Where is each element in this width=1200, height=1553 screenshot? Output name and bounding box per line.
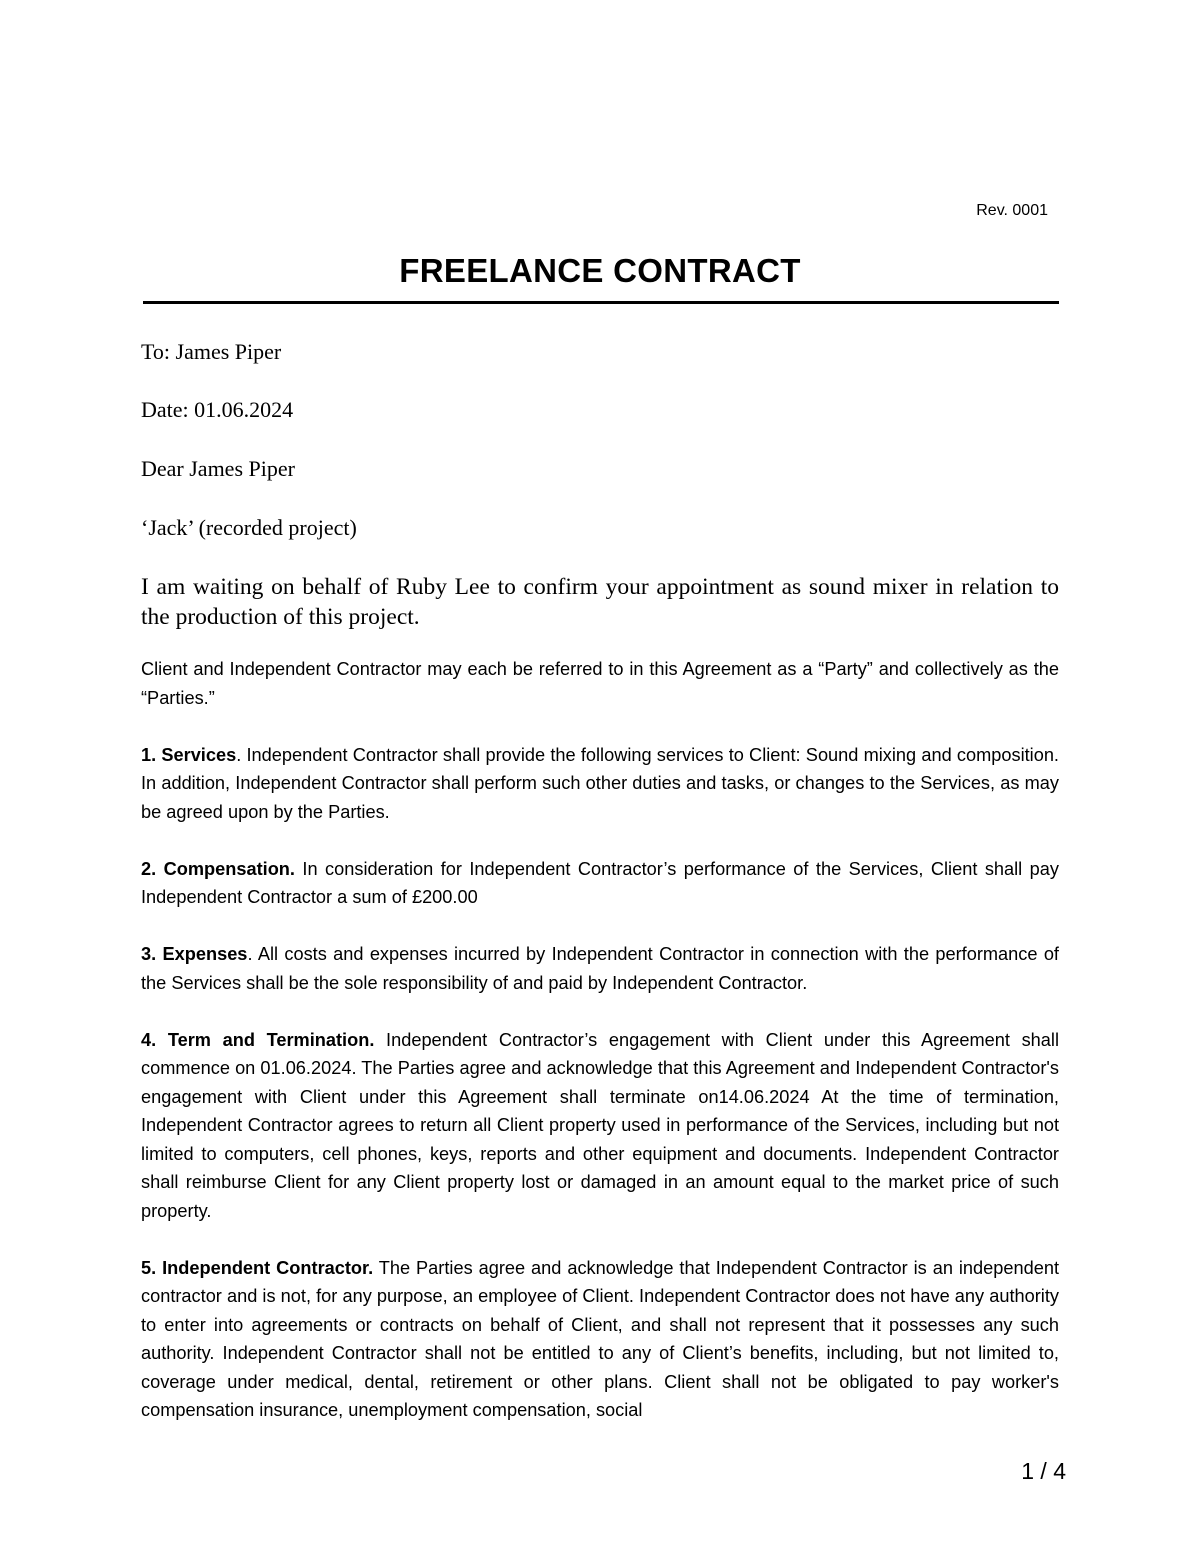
salutation-line: Dear James Piper xyxy=(141,456,295,481)
page-indicator: 1 / 4 xyxy=(1021,1458,1066,1484)
title-underline xyxy=(143,301,1059,304)
parties-paragraph: Client and Independent Contractor may each be referred to in this Agreement as a “Party” and collectively as the “Parties.” xyxy=(141,659,1059,708)
section-heading: 4. Term and Termination. xyxy=(141,1029,375,1050)
section-heading: 5. Independent Contractor. xyxy=(141,1257,374,1278)
section-text: In consideration for Independent Contractor’s performance of the Services, Client shall pay Independent Contractor a sum of £200.00 xyxy=(141,858,1059,907)
document-title: FREELANCE CONTRACT xyxy=(399,252,801,289)
section-compensation xyxy=(141,855,1059,912)
section-independent-contractor xyxy=(141,1254,1059,1425)
section-expenses xyxy=(141,940,1059,997)
section-text: The Parties agree and acknowledge that Independent Contractor is an independent contractor and is not, for any purpose, an employee of Client. Independent Contractor does not have any authority to enter into agreements or contracts on behalf of Client, and shall not represent that it possesses any such authority. Independent Contractor shall not be entitled to any of Client’s benefits, including, but not limited to, coverage under medical, dental, retirement or other plans. Client shall not be obligated to pay worker's compensation insurance, unemployment compensation, social xyxy=(141,1257,1059,1420)
section-heading: 1. Services xyxy=(141,744,237,765)
recipient-line: To: James Piper xyxy=(141,339,282,364)
project-line: ‘Jack’ (recorded project) xyxy=(141,515,357,540)
section-text: . All costs and expenses incurred by Independent Contractor in connection with the performance of the Services shall be the sole responsibility of and paid by Independent Contractor. xyxy=(141,944,1059,993)
contract-body xyxy=(141,655,1059,1453)
section-heading: 3. Expenses xyxy=(141,944,248,964)
section-text: Independent Contractor’s engagement with Client under this Agreement shall commence on 01.06.2024. The Parties agree and acknowledge that this Agreement and Independent Contractor's engagement with Client under this Agreement shall terminate on14.06.2024 At the time of termination, Independent Contractor agrees to return all Client property used in performance of the Services, including but not limited to computers, cell phones, keys, reports and other equipment and documents. Independent Contractor shall reimburse Client for any Client property lost or damaged in an amount equal to the market price of such property. xyxy=(141,1029,1059,1221)
section-heading: 2. Compensation. xyxy=(141,858,295,879)
intro-paragraph: I am waiting on behalf of Ruby Lee to confirm your appointment as sound mixer in relation to the production of this project. xyxy=(141,574,1059,630)
section-services xyxy=(141,741,1059,827)
revision-label: Rev. 0001 xyxy=(976,202,1048,219)
section-text: . Independent Contractor shall provide the following services to Client: Sound mixing and composition. In addition, Independent Contractor shall perform such other duties and tasks, or changes to the Services, as may be agreed upon by the Parties. xyxy=(141,744,1059,822)
date-line: Date: 01.06.2024 xyxy=(141,397,294,422)
section-term-termination xyxy=(141,1026,1059,1226)
